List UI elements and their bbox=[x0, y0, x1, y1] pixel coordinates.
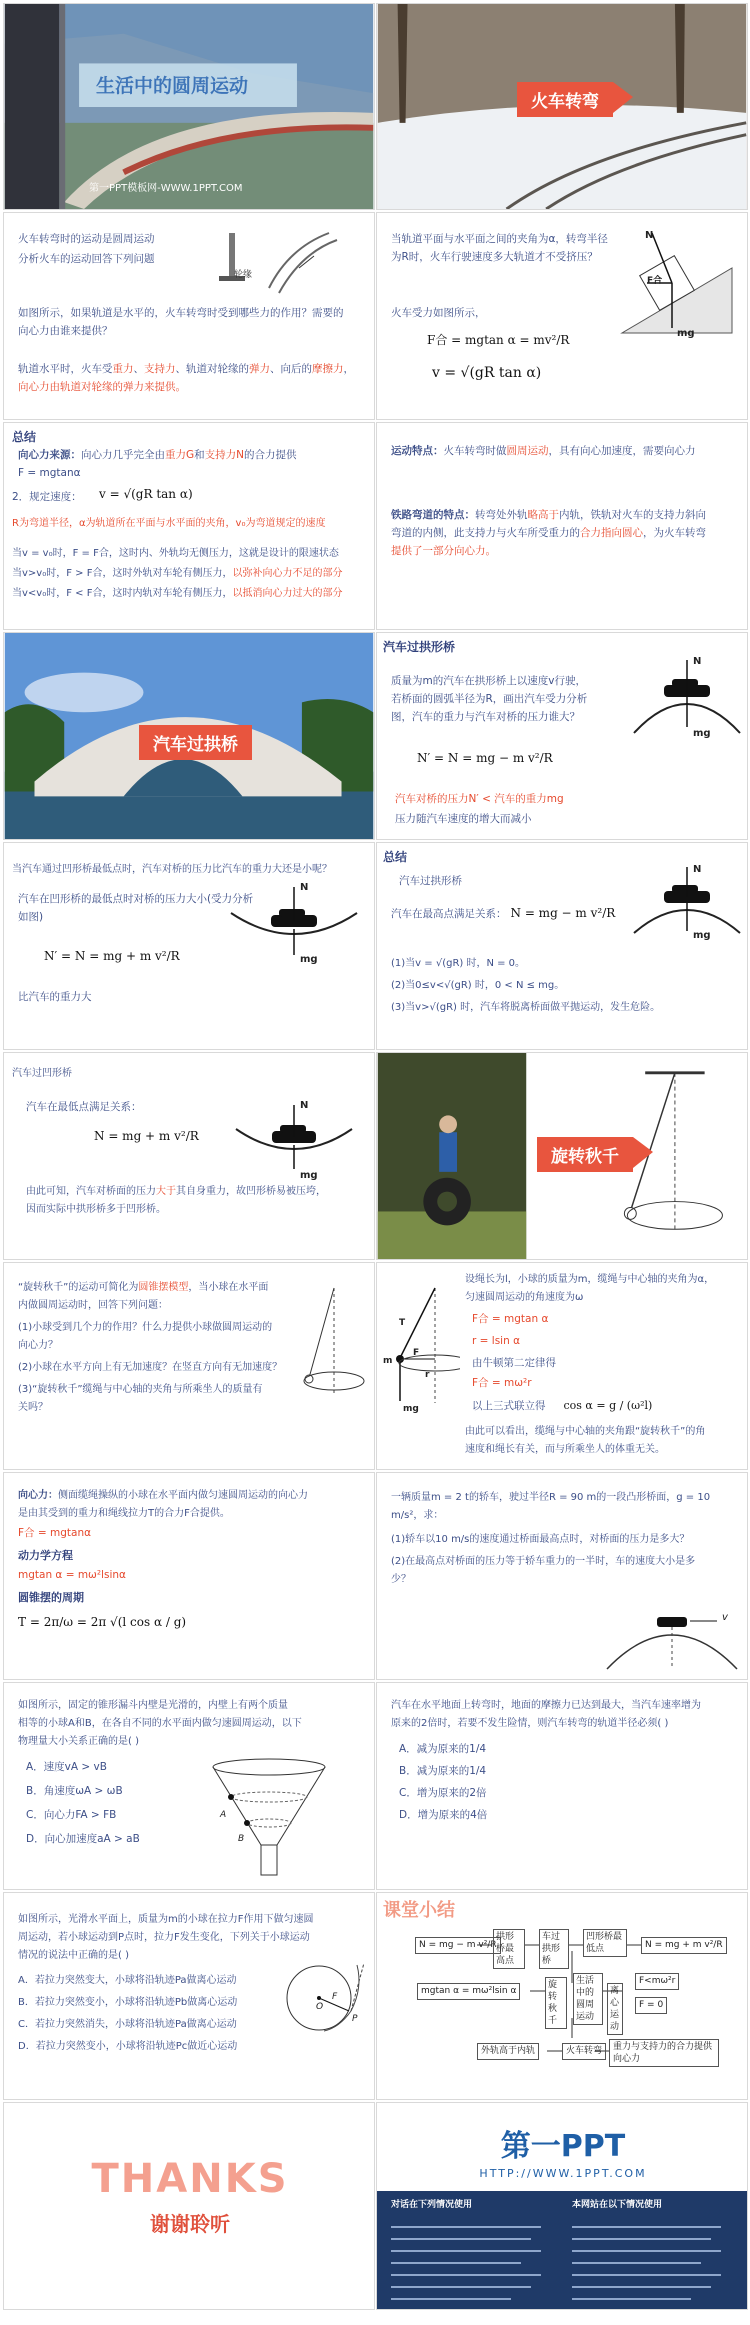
conclusion-line: 由此可以看出，缆绳与中心轴的夹角跟“旋转秋千”的角 bbox=[465, 1426, 706, 1437]
summary-title: 总结 bbox=[383, 850, 408, 864]
equation-line: r = lsin α bbox=[472, 1335, 521, 1347]
list-item: (1)当v = √(gR) 时，N = 0。 bbox=[391, 958, 526, 969]
slide-thanks[interactable] bbox=[3, 2102, 375, 2310]
slide-conical-pendulum[interactable] bbox=[376, 1262, 748, 1470]
text-line: 当v = v₀时，F = F合，这时内、外轨均无侧压力，这就是设计的限速状态 bbox=[12, 548, 339, 559]
radius-r-label: r bbox=[425, 1370, 430, 1380]
force-N-label: N bbox=[693, 656, 702, 667]
text-line: 设绳长为l，小球的质量为m，缆绳与中心轴的夹角为α， bbox=[465, 1274, 715, 1285]
equation-line: 以上三式联立得 cos α = g / (ω²l) bbox=[472, 1399, 653, 1412]
concept-box-center: 生活中的圆周运动 bbox=[573, 1973, 603, 2025]
text-line: 图，汽车的重力与汽车对桥的压力谁大？ bbox=[391, 711, 580, 723]
result-line: 汽车对桥的压力N′ < 汽车的重力mg bbox=[395, 793, 564, 805]
list-item: (3)当v>√(gR) 时，汽车将脱离桥面做平抛运动，发生危险。 bbox=[391, 1002, 661, 1013]
sub-heading: 动力学方程 bbox=[18, 1549, 73, 1562]
footer-col-title: 对话在下列情况使用 bbox=[391, 2200, 473, 2210]
ball-B-label: B bbox=[238, 1834, 245, 1844]
formula-banked-force: F合 = mgtan α = mv²/R bbox=[427, 333, 570, 347]
answer-line: 向心力由轨道对轮缘的弹力来提供。 bbox=[18, 381, 186, 393]
text-line: 2．规定速度： bbox=[12, 491, 82, 503]
text-line: 一辆质量m = 2 t的轿车，驶过半径R = 90 m的一段凸形桥面，g = 10 bbox=[391, 1492, 711, 1503]
slide-pendulum-summary[interactable] bbox=[3, 1472, 375, 1680]
option-b[interactable]: B．若拉力突然变小，小球将沿轨迹Pb做离心运动 bbox=[18, 1997, 238, 2008]
thanks-cn: 谢谢聆听 bbox=[150, 2212, 230, 2236]
text-line: 运动特点：火车转弯时做圆周运动，具有向心加速度，需要向心力 bbox=[391, 445, 696, 457]
text-line: 汽车在最高点满足关系： N = mg − m v²/R bbox=[391, 906, 616, 920]
slide-train-features[interactable] bbox=[376, 422, 748, 630]
sub-heading: 汽车过拱形桥 bbox=[399, 875, 462, 887]
force-mg-label: mg bbox=[693, 930, 711, 941]
text-line: 如图) bbox=[18, 911, 44, 923]
formula-period: T = 2π/ω = 2π √(l cos α / g) bbox=[18, 1615, 187, 1629]
text-line: 匀速圆周运动的角速度为ω bbox=[465, 1292, 584, 1303]
text-line: m/s²，求： bbox=[391, 1510, 444, 1521]
force-mg-label: mg bbox=[693, 728, 711, 739]
concept-box: N = mg + m v²/R bbox=[641, 1937, 727, 1954]
concept-box: 离心运动 bbox=[607, 1983, 623, 2035]
slide-title[interactable] bbox=[3, 3, 375, 210]
formula-arch: N′ = N = mg − m v²/R bbox=[417, 751, 553, 765]
question-line: (3)“旋转秋千”缆绳与中心轴的夹角与所乘坐人的质量有 bbox=[18, 1384, 263, 1395]
text-line: F = mgtanα bbox=[18, 467, 81, 479]
sub-heading: 圆锥摆的周期 bbox=[18, 1591, 84, 1604]
slide-class-summary[interactable] bbox=[376, 1892, 748, 2100]
force-N-label: N bbox=[645, 230, 654, 241]
car-in-dip-diagram bbox=[234, 1103, 354, 1173]
option-b[interactable]: B．减为原来的1/4 bbox=[399, 1765, 487, 1777]
footer-col-title: 本网站在以下情况使用 bbox=[572, 2200, 663, 2210]
equation-line: mgtan α = mω²lsinα bbox=[18, 1569, 126, 1581]
option-c[interactable]: C．向心力FA > FB bbox=[26, 1809, 117, 1821]
text-line: 分析火车的运动回答下列问题 bbox=[18, 253, 155, 265]
option-c[interactable]: C．增为原来的2倍 bbox=[399, 1787, 487, 1799]
equation-line: F合 = mω²r bbox=[472, 1377, 532, 1389]
answer-line: 轨道水平时，火车受重力、支持力、轨道对轮缘的弹力、向后的摩擦力， bbox=[18, 363, 354, 375]
concept-box: 车过拱形桥 bbox=[539, 1929, 569, 1969]
slide-string-problem[interactable] bbox=[3, 1892, 375, 2100]
question-line: 向心力由谁来提供？ bbox=[18, 325, 113, 337]
text-line: 火车转弯时的运动是圆周运动 bbox=[18, 233, 155, 245]
site-watermark: 第一PPT模板网-WWW.1PPT.COM bbox=[89, 183, 243, 194]
force-N-label: N bbox=[693, 864, 702, 875]
slide-swing[interactable] bbox=[376, 1052, 748, 1260]
question-line: (1)小球受到几个力的作用？什么力提供小球做圆周运动的 bbox=[18, 1322, 273, 1333]
text-line: 内做圆周运动时，回答下列问题： bbox=[18, 1300, 168, 1311]
text-line: 提供了一部分向心力。 bbox=[391, 545, 496, 557]
text-line: 汽车在凹形桥的最低点时对桥的压力大小(受力分析 bbox=[18, 893, 254, 905]
force-mg-label: mg bbox=[677, 328, 695, 339]
result-line: 压力随汽车速度的增大而减小 bbox=[395, 813, 532, 825]
wheel-label: 轮缘 bbox=[234, 270, 253, 280]
text-line: 向心力来源：向心力几乎完全由重力G和支持力N的合力提供 bbox=[18, 449, 297, 461]
ball-A-label: A bbox=[220, 1810, 227, 1820]
text-line: 向心力：侧面缆绳操纵的小球在水平面内做匀速圆周运动的向心力 bbox=[18, 1490, 308, 1501]
concept-box: N = mg − m v²/R bbox=[415, 1937, 501, 1954]
equation-line: F合 = mgtanα bbox=[18, 1527, 92, 1539]
slide-friction-problem[interactable] bbox=[376, 1682, 748, 1890]
slide-concave-bridge-q[interactable] bbox=[3, 842, 375, 1050]
result-line: 比汽车的重力大 bbox=[18, 991, 92, 1003]
force-Fh-label: F合 bbox=[647, 276, 663, 286]
option-a[interactable]: A．若拉力突然变大，小球将沿轨迹Pa做离心运动 bbox=[18, 1975, 237, 1986]
option-d[interactable]: D．增为原来的4倍 bbox=[399, 1809, 488, 1821]
text-line: 周运动，若小球运动到P点时，拉力F发生变化，下列关于小球运动 bbox=[18, 1932, 310, 1943]
result-line: 由此可知，汽车对桥面的压力大于其自身重力，故凹形桥易被压垮， bbox=[26, 1186, 326, 1197]
force-F-label: F bbox=[413, 1348, 420, 1358]
option-d[interactable]: D．向心加速度aA > aB bbox=[26, 1833, 140, 1845]
cone-pendulum-diagram bbox=[299, 1283, 369, 1403]
text-line: 是由其受到的重力和绳线拉力T的合力F合提供。 bbox=[18, 1508, 230, 1519]
equation-line: F合 = mgtan α bbox=[472, 1313, 549, 1325]
text-line: 情况的说法中正确的是( ) bbox=[18, 1950, 129, 1961]
force-mg-label: mg bbox=[403, 1404, 419, 1414]
summary-title: 总结 bbox=[12, 430, 37, 444]
text-line: 相等的小球A和B，在各自不同的水平面内做匀速圆周运动，以下 bbox=[18, 1718, 302, 1729]
text-line: 汽车在最低点满足关系： bbox=[26, 1101, 142, 1113]
result-line: 因而实际中拱形桥多于凹形桥。 bbox=[26, 1204, 166, 1215]
concept-box: 拱形桥最高点 bbox=[493, 1929, 525, 1969]
car-on-arch-diagram bbox=[632, 865, 742, 935]
slide-arch-bridge[interactable] bbox=[376, 632, 748, 840]
text-line: 质量为m的汽车在拱形桥上以速度v行驶， bbox=[391, 675, 586, 687]
brand-logo: 第一PPT bbox=[500, 2129, 626, 2164]
velocity-v-label: v bbox=[722, 1612, 728, 1623]
concept-box: 外轨高于内轨 bbox=[477, 2043, 539, 2060]
slide-car-bridge-problem[interactable] bbox=[376, 1472, 748, 1680]
car-on-arch-diagram bbox=[632, 655, 742, 735]
banner-arrow-icon bbox=[633, 1137, 653, 1168]
brand-url[interactable]: HTTP://WWW.1PPT.COM bbox=[479, 2167, 647, 2180]
slide-flat-track[interactable] bbox=[3, 212, 375, 420]
concept-box: F = 0 bbox=[635, 1997, 667, 2014]
question-line: 关吗？ bbox=[18, 1402, 48, 1413]
question-line: 向心力？ bbox=[18, 1340, 58, 1351]
funnel-diagram bbox=[209, 1757, 329, 1882]
equation-line: 由牛顿第二定律得 bbox=[472, 1357, 556, 1369]
force-N-label: N bbox=[300, 1100, 309, 1111]
question-line: 为R时，火车行驶速度多大轨道才不受挤压？ bbox=[391, 251, 598, 263]
question-line: 如图所示，如果轨道是水平的，火车转弯时受到哪些力的作用？需要的 bbox=[18, 307, 344, 319]
slide-bridge[interactable] bbox=[3, 632, 375, 840]
banner-arch-bridge: 汽车过拱桥 bbox=[139, 725, 252, 760]
option-d[interactable]: D．若拉力突然变小，小球将沿轨迹Pc做近心运动 bbox=[18, 2041, 238, 2052]
formula-banked-speed: v = √(gR tan α) bbox=[432, 365, 542, 381]
slide-conical-pendulum-q[interactable] bbox=[3, 1262, 375, 1470]
option-a[interactable]: A．减为原来的1/4 bbox=[399, 1743, 487, 1755]
text-line: 铁路弯道的特点：转弯处外轨略高于内轨，铁轨对火车的支持力斜向 bbox=[391, 509, 706, 521]
question-line: 当轨道平面与水平面之间的夹角为α，转弯半径 bbox=[391, 233, 608, 245]
deck-title: 生活中的圆周运动 bbox=[96, 75, 249, 97]
question-line: 当汽车通过凹形桥最低点时，汽车对桥的压力比汽车的重力大还是小呢？ bbox=[12, 864, 332, 875]
slide-summary-train[interactable] bbox=[3, 422, 375, 630]
banner-swing: 旋转秋千 bbox=[537, 1137, 633, 1172]
text-line: 汽车在水平地面上转弯时，地面的摩擦力已达到最大，当汽车速率增为 bbox=[391, 1700, 701, 1711]
wheel-flange-diagram bbox=[209, 228, 339, 298]
banner-arrow-icon bbox=[613, 82, 633, 113]
question-line: (1)轿车以10 m/s的速度通过桥面最高点时，对桥面的压力是多大？ bbox=[391, 1534, 690, 1545]
text-line: 若桥面的圆弧半径为R，画出汽车受力分析 bbox=[391, 693, 588, 705]
formula-concave: N′ = N = mg + m v²/R bbox=[44, 949, 180, 963]
pendulum-force-diagram bbox=[385, 1283, 460, 1413]
slide-heading: 汽车过拱形桥 bbox=[383, 640, 456, 654]
question-line: (2)小球在水平方向上有无加速度？在竖直方向有无加速度？ bbox=[18, 1362, 283, 1373]
text-line: 当v>v₀时，F > F合，这时外轨对车轮有侧压力，以弥补向心力不足的部分 bbox=[12, 568, 343, 579]
center-O-label: O bbox=[316, 2002, 324, 2012]
banner-train-turn: 火车转弯 bbox=[517, 82, 613, 117]
question-line: (2)在最高点对桥面的压力等于轿车重力的一半时，车的速度大小是多 bbox=[391, 1556, 696, 1567]
force-F-label: F bbox=[332, 1992, 338, 2002]
concept-box: 旋转秋千 bbox=[545, 1977, 567, 2029]
text-line: 如图所示，光滑水平面上，质量为m的小球在拉力F作用下做匀速圆 bbox=[18, 1914, 314, 1925]
text-line: R为弯道半径，α为轨道所在平面与水平面的夹角，v₀为弯道规定的速度 bbox=[12, 518, 326, 529]
circular-path-diagram bbox=[279, 1953, 369, 2043]
slide-heading: 汽车过凹形桥 bbox=[12, 1068, 72, 1079]
list-item: (2)当0≤v<√(gR) 时，0 < N ≤ mg。 bbox=[391, 980, 565, 991]
slide-brand[interactable] bbox=[376, 2102, 748, 2310]
text-line: 原来的2倍时，若要不发生险情，则汽车转弯的轨道半径必须( ) bbox=[391, 1718, 669, 1729]
summary-heading: 课堂小结 bbox=[383, 1900, 455, 1921]
concept-box: 凹形桥最低点 bbox=[583, 1929, 627, 1957]
question-line: 少？ bbox=[391, 1574, 411, 1585]
force-T-label: T bbox=[399, 1318, 406, 1328]
text-line: 物理量大小关系正确的是( ) bbox=[18, 1736, 139, 1747]
option-b[interactable]: B．角速度ωA > ωB bbox=[26, 1785, 123, 1797]
concept-box: mgtan α = mω²lsin α bbox=[417, 1983, 520, 2000]
slide-train-turn[interactable] bbox=[376, 3, 748, 210]
mass-m-label: m bbox=[383, 1356, 393, 1366]
text-line: 火车受力如图所示， bbox=[391, 307, 486, 319]
option-c[interactable]: C．若拉力突然消失，小球将沿轨迹Pa做离心运动 bbox=[18, 2019, 237, 2030]
force-N-label: N bbox=[300, 882, 309, 893]
formula-concave: N = mg + m v²/R bbox=[94, 1129, 199, 1143]
text-line: “旋转秋千”的运动可简化为圆锥摆模型，当小球在水平面 bbox=[18, 1282, 269, 1293]
point-P-label: P bbox=[352, 2014, 358, 2024]
text-line: 当v<v₀时，F < F合，这时内轨对车轮有侧压力，以抵消向心力过大的部分 bbox=[12, 588, 343, 599]
force-mg-label: mg bbox=[300, 954, 318, 965]
train-viaduct-photo bbox=[4, 4, 374, 209]
slide-banked-track[interactable] bbox=[376, 212, 748, 420]
concept-box: 火车转弯 bbox=[562, 2043, 606, 2060]
concept-box: F<mω²r bbox=[635, 1973, 679, 1990]
car-in-dip-diagram bbox=[229, 885, 359, 960]
slide-summary-bridge[interactable] bbox=[376, 842, 748, 1050]
slide-concave-bridge[interactable] bbox=[3, 1052, 375, 1260]
text-line: 弯道的内侧，此支持力与火车所受重力的合力指向圆心，为火车转弯 bbox=[391, 527, 706, 539]
formula-rated-speed: v = √(gR tan α) bbox=[99, 487, 193, 501]
slide-funnel-problem[interactable] bbox=[3, 1682, 375, 1890]
car-on-hill-diagram bbox=[602, 1591, 742, 1671]
conclusion-line: 速度和绳长有关，而与所乘坐人的体重无关。 bbox=[465, 1444, 665, 1455]
concept-box: 重力与支持力的合力提供向心力 bbox=[609, 2039, 719, 2067]
thanks-text: THANKS bbox=[91, 2156, 289, 2202]
force-mg-label: mg bbox=[300, 1170, 318, 1181]
text-line: 如图所示，固定的锥形漏斗内壁是光滑的，内壁上有两个质量 bbox=[18, 1700, 288, 1711]
footer-link-lines bbox=[391, 2221, 736, 2303]
option-a[interactable]: A．速度vA > vB bbox=[26, 1761, 107, 1773]
